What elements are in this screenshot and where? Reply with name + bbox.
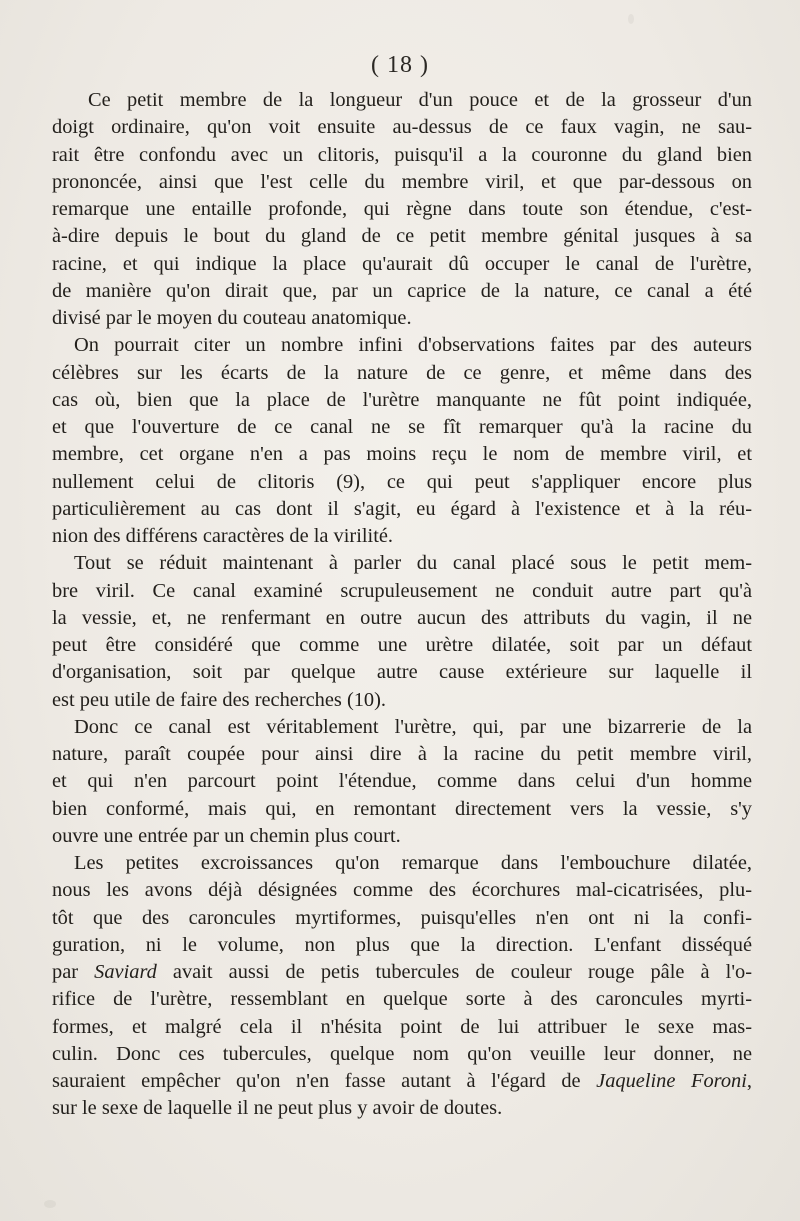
proper-name: Saviard xyxy=(94,961,157,983)
body-text xyxy=(52,87,752,1123)
text-line: nullement celui de clitoris (9), ce qui peut s'appliquer encore plus xyxy=(52,470,752,493)
text-line: formes, et malgré cela il n'hésita point de lui attribuer le sexe mas- xyxy=(52,1015,752,1038)
text-line: racine, et qui indique la place qu'aurait dû occuper le canal de l'urètre, xyxy=(52,252,752,275)
text-line: Les petites excroissances qu'on remarque dans l'embouchure dilatée, xyxy=(74,852,752,874)
text-line: tôt que des caroncules myrtiformes, puisqu'elles n'en ont ni la confi- xyxy=(52,906,752,929)
text-line: la vessie, et, ne renfermant en outre aucun des attributs du vagin, il ne xyxy=(52,606,752,629)
text-line: Ce petit membre de la longueur d'un pouce et de la grosseur d'un xyxy=(88,89,752,111)
text-line: particulièrement au cas dont il s'agit, eu égard à l'existence et à la réu- xyxy=(52,497,752,520)
text-line: est peu utile de faire des recherches (10). xyxy=(52,688,387,711)
text-line: peut être considéré que comme une urètre dilatée, soit par un défaut xyxy=(52,634,752,656)
text-line: On pourrait citer un nombre infini d'observations faites par des auteurs xyxy=(74,334,752,357)
text-line: et qui n'en parcourt point l'étendue, comme dans celui d'un homme xyxy=(52,770,752,793)
text-line: prononcée, ainsi que l'est celle du membre viril, et que par-dessous on xyxy=(52,170,752,193)
text-line: Donc ce canal est véritablement l'urètre, qui, par une bizarrerie de la xyxy=(74,715,752,738)
text-line: par Saviard avait aussi de petis tubercules de couleur rouge pâle à l'o- xyxy=(52,961,752,983)
text-line: culin. Donc ces tubercules, quelque nom qu'on veuille leur donner, ne xyxy=(52,1042,752,1065)
text-line: membre, cet organe n'en a pas moins reçu le nom de membre viril, et xyxy=(52,443,752,466)
text-line: remarque une entaille profonde, qui règne dans toute son étendue, c'est- xyxy=(52,198,752,220)
proper-name: Jaqueline Foroni xyxy=(596,1070,747,1092)
text-line: célèbres sur les écarts de la nature de ce genre, et même dans des xyxy=(52,361,752,384)
text-line: guration, ni le volume, non plus que la direction. L'enfant disséqué xyxy=(52,933,752,956)
text-line: et que l'ouverture de ce canal ne se fît remarquer qu'à la racine du xyxy=(52,416,752,438)
paper-stain xyxy=(44,1200,56,1208)
text-line: Tout se réduit maintenant à parler du canal placé sous le petit mem- xyxy=(74,552,752,575)
text-line: nion des différens caractères de la virilité. xyxy=(52,525,394,547)
text-line: ouvre une entrée par un chemin plus court. xyxy=(52,824,401,847)
text-line: bien conformé, mais qui, en remontant directement vers la vessie, s'y xyxy=(52,797,752,820)
text-line: divisé par le moyen du couteau anatomique. xyxy=(52,307,412,329)
text-line: sur le sexe de laquelle il ne peut plus y avoir de doutes. xyxy=(52,1097,503,1120)
text-line: nous les avons déjà désignées comme des écorchures mal-cicatrisées, plu- xyxy=(52,879,752,902)
text-line: cas où, bien que la place de l'urètre manquante ne fût point indiquée, xyxy=(52,388,752,411)
text-line: à-dire depuis le bout du gland de ce petit membre génital jusques à sa xyxy=(52,225,752,248)
text-line: bre viril. Ce canal examiné scrupuleusement ne conduit autre part qu'à xyxy=(52,579,752,602)
text-line: d'organisation, soit par quelque autre cause extérieure sur laquelle il xyxy=(52,661,752,684)
text-line: doigt ordinaire, qu'on voit ensuite au-dessus de ce faux vagin, ne sau- xyxy=(52,116,752,139)
page-number: ( 18 ) xyxy=(371,52,429,78)
text-line: rait être confondu avec un clitoris, puisqu'il a la couronne du gland bien xyxy=(52,143,752,166)
text-line: sauraient empêcher qu'on n'en fasse autant à l'égard de Jaqueline Foroni, xyxy=(52,1070,752,1092)
text-line: de manière qu'on dirait que, par un caprice de la nature, ce canal a été xyxy=(52,279,752,302)
text-line: nature, paraît coupée pour ainsi dire à la racine du petit membre viril, xyxy=(52,743,752,765)
paper-stain xyxy=(628,14,634,24)
text-line: rifice de l'urètre, ressemblant en quelque sorte à des caroncules myrti- xyxy=(52,988,752,1011)
